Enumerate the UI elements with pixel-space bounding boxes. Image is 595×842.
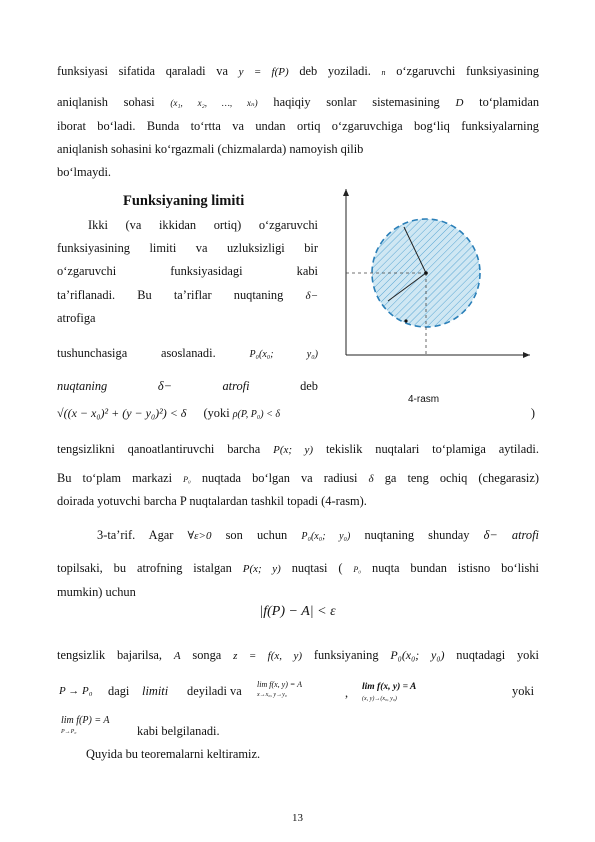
text: funksiyaning xyxy=(313,648,379,662)
text: son uchun xyxy=(225,528,288,542)
point-p0: P₀ xyxy=(353,565,362,574)
y-axis-arrow-icon xyxy=(343,189,349,196)
formula-y-equals-f-p: y = f(P) xyxy=(238,66,289,78)
p3-line3: doirada yotuvchi barcha P nuqtalardan tashkil topadi (4-rasm). xyxy=(57,494,367,508)
def-line1 xyxy=(97,527,539,545)
delta-neighborhood: δ− atrofi xyxy=(157,379,250,393)
x-axis-arrow-icon xyxy=(523,352,530,358)
center-point-p0 xyxy=(424,271,428,275)
text: deyiladi va xyxy=(187,684,242,698)
def-line6 xyxy=(57,713,357,739)
rho-inequality: ρ(P, P₀) < δ xyxy=(232,409,281,420)
comma: , xyxy=(345,686,349,700)
close-paren: ) xyxy=(530,406,535,420)
set-d: D xyxy=(455,97,464,109)
function-z: z = f(x, y) xyxy=(233,650,303,662)
text: dagi xyxy=(108,684,130,698)
text: tushunchasiga asoslanadi. xyxy=(57,346,216,360)
text: kabi belgilanadi. xyxy=(137,724,220,738)
text: deb yoziladi. xyxy=(299,64,371,78)
limit-notation-2: lim f(x, y) = A xyxy=(362,682,417,692)
p1-line5: bo‘lmaydi. xyxy=(57,165,112,179)
point-p xyxy=(404,319,407,322)
point-p0: P₀(x₀; y₀) xyxy=(390,648,445,662)
text: nuqta bundan istisno bo‘lishi xyxy=(372,561,539,575)
text: ta’riflanadi. Bu ta’riflar nuqtaning xyxy=(57,288,284,302)
text: Bu to‘plam markazi xyxy=(57,471,173,485)
text: nuqtaning xyxy=(57,379,108,393)
text: haqiqiy sonlar sistemasining xyxy=(273,95,440,109)
p2-line3: o‘zgaruvchi funksiyasidagi kabi xyxy=(57,264,318,278)
limit-subscript-1: x→x₀, y→y₀ xyxy=(257,692,287,698)
page-number: 13 xyxy=(292,812,303,824)
text: nuqtadagi yoki xyxy=(456,648,539,662)
p2-line6 xyxy=(57,345,318,363)
delta-symbol: δ− xyxy=(305,290,318,302)
def-line7: Quyida bu teoremalarni keltiramiz. xyxy=(86,747,261,761)
p2-line1: Ikki (va ikkidan ortiq) o‘zgaruvchi xyxy=(88,218,318,232)
def-line4 xyxy=(57,647,539,664)
forall-epsilon: ∀ε>0 xyxy=(187,530,212,542)
text: tekislik nuqtalari to‘plamiga aytiladi. xyxy=(325,442,539,456)
text: nuqtaning shunday xyxy=(364,528,470,542)
text: topilsaki, bu atrofning istalgan xyxy=(57,561,232,575)
tuple-x1-xn: (x₁, x₂, …, xₙ) xyxy=(170,98,258,108)
text: nuqtasi ( xyxy=(291,561,343,575)
p2-line8 xyxy=(57,405,535,423)
p1-line4: aniqlanish sohasini ko‘rgazmali (chizmalarda) namoyish qilib xyxy=(57,142,364,156)
text: 3-ta’rif. Agar xyxy=(97,528,174,542)
figure-caption: 4-rasm xyxy=(408,394,440,405)
p3-line1 xyxy=(57,441,539,458)
text: songa xyxy=(192,648,222,662)
p3-line2 xyxy=(57,470,539,488)
p1-line2 xyxy=(57,94,539,111)
text: funksiyasi sifatida qaraladi va xyxy=(57,64,228,78)
p2-line4 xyxy=(57,287,318,304)
point-p0: P₀ xyxy=(183,475,191,484)
limit-inequality: |f(P) − A| < ε xyxy=(259,604,336,619)
p1-line3: iborat bo‘ladi. Bunda to‘rtta va undan ortiq o‘zgaruvchiga bog‘liq funksiyalarning xyxy=(57,119,539,133)
p2-line5: atrofiga xyxy=(57,311,96,325)
limit-subscript-3: P→P₀ xyxy=(61,729,77,735)
limit-term: limiti xyxy=(142,684,169,698)
distance-inequality: √((x − x₀)² + (y − y₀)²) < δ xyxy=(57,406,187,420)
limit-notation-3: lim f(P) = A xyxy=(61,715,110,726)
limit-notation-1: lim f(x, y) = A xyxy=(257,680,303,689)
text: tengsizlik bajarilsa, xyxy=(57,648,163,662)
point-p-xy: P(x; y) xyxy=(242,563,281,575)
text: to‘plamidan xyxy=(479,95,540,109)
text: tengsizlikni qanoatlantiruvchi barcha xyxy=(57,442,261,456)
text: aniqlanish sohasi xyxy=(57,95,155,109)
def-line2 xyxy=(57,560,539,578)
text: (yoki xyxy=(203,406,230,420)
limit-subscript-2: (x, y)→(x₀, y₀) xyxy=(362,696,397,702)
text: o‘zgaruvchi funksiyasining xyxy=(396,64,539,78)
delta-symbol: δ xyxy=(368,473,374,485)
def-line3: mumkin) uchun xyxy=(57,585,136,599)
text: ga teng ochiq (chegarasiz) xyxy=(384,471,539,485)
p1-line1 xyxy=(57,63,539,81)
section-title: Funksiyaning limiti xyxy=(123,193,245,209)
text: deb xyxy=(300,379,318,393)
point-p0: P₀(x₀; y₀) xyxy=(301,531,351,542)
p2-line7 xyxy=(57,378,318,394)
p-to-p0: P → P₀ xyxy=(59,685,93,697)
variable-n: n xyxy=(381,68,386,77)
delta-neighborhood-figure xyxy=(330,183,540,383)
delta-neighborhood: δ− atrofi xyxy=(483,528,539,542)
text: yoki xyxy=(512,684,535,698)
limit-value-a: A xyxy=(173,650,181,662)
def-line5 xyxy=(57,680,539,707)
p2-line2: funksiyasining limiti va uzluksizligi bir xyxy=(57,241,318,255)
text: nuqtada bo‘lgan va radiusi xyxy=(201,471,358,485)
point-p0: P₀(x₀; y₀) xyxy=(249,349,318,360)
point-p-xy: P(x; y) xyxy=(273,444,314,456)
